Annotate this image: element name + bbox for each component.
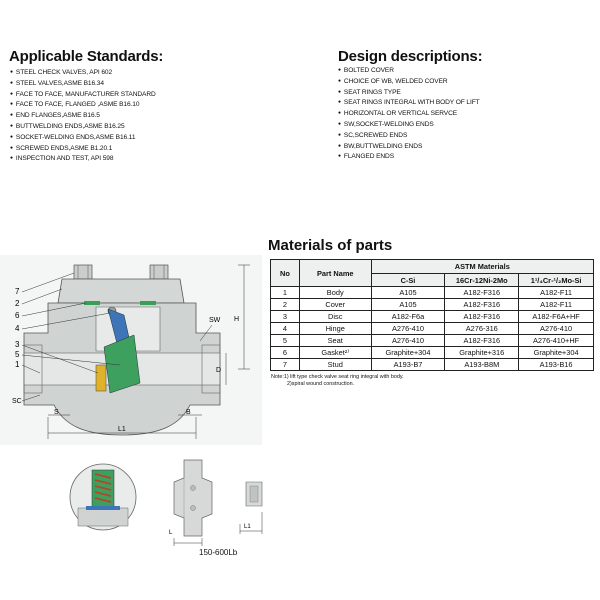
cell-no: 3 [271,311,300,323]
gasket-right [140,301,156,305]
list-item: ● STEEL VALVES,ASME B16.34 [10,79,156,90]
cell-c2: A182-F316 [445,287,519,299]
cell-c3: A182-F6A+HF [519,311,594,323]
list-item: ● SEAT RINGS INTEGRAL WITH BODY OF LIFT [338,98,480,109]
note-1: Note:1) lift type check valve seat ring integral with body. [271,374,404,380]
valve-cover [58,279,184,303]
cell-no: 1 [271,287,300,299]
table-row [271,311,594,323]
buttweld-profile-drawing [236,476,272,542]
cell-c1: A182-F6a [371,311,445,323]
stud-left [74,265,92,279]
table-row [271,323,594,335]
col-header-csi: C-Si [371,274,445,287]
list-item: ● STEEL CHECK VALVES, API 602 [10,68,156,79]
label-5: 5 [15,350,20,359]
cell-no: 4 [271,323,300,335]
cell-c3: A276-410 [519,323,594,335]
table-notes [271,374,404,387]
dim-s: S [54,409,59,416]
list-item: ● SW,SOCKET-WELDING ENDS [338,120,480,131]
standards-title: Applicable Standards: [9,48,164,65]
cell-c2: A193-B8M [445,359,519,371]
label-2: 2 [15,299,20,308]
cell-c1: A193-B7 [371,359,445,371]
valve-section-drawing [0,255,265,450]
size-caption: 150-600Lb [199,548,238,557]
note-2: 2)spiral wound construction. [287,380,355,387]
list-item: ● HORIZONTAL OR VERTICAL SERVCE [338,109,480,120]
list-item: ● BUTTWELDING ENDS,ASME B16.25 [10,122,156,133]
list-item: ● END FLANGES,ASME B16.5 [10,111,156,122]
list-item: ● SC,SCREWED ENDS [338,131,480,142]
cell-no: 5 [271,335,300,347]
list-item: ● SOCKET-WELDING ENDS,ASME B16.11 [10,133,156,144]
table-row [271,335,594,347]
cell-part: Cover [299,299,371,311]
dim-d: D [216,367,222,374]
col-header-no: No [271,260,300,287]
cell-no: 2 [271,299,300,311]
lift-detail-drawing [68,462,138,532]
standards-list [10,68,156,165]
gasket-left [84,301,100,305]
design-list [338,66,480,163]
cell-c1: A276-410 [371,323,445,335]
dim-l: L [169,530,173,536]
label-sw: SW [209,317,221,324]
cell-c2: A276-316 [445,323,519,335]
label-4: 4 [15,324,20,333]
materials-table [270,259,594,371]
col-header-part: Part Name [299,260,371,287]
list-item: ● SCREWED ENDS,ASME B1.20.1 [10,144,156,155]
label-1: 1 [15,360,20,369]
table-row [271,347,594,359]
dim-b: B [186,409,191,416]
label-6: 6 [15,311,20,320]
col-header-astm: ASTM Materials [371,260,593,274]
list-item: ● BOLTED COVER [338,66,480,77]
stud-right [150,265,168,279]
cell-c1: A105 [371,287,445,299]
list-item: ● FACE TO FACE, FLANGED ,ASME B16.10 [10,100,156,111]
cell-part: Gasket²⁾ [299,347,371,359]
seat-ring [96,365,106,391]
cell-c3: A193-B16 [519,359,594,371]
col-header-cr-mo: 1¹/₄Cr-¹/₂Mo-Si [519,274,594,287]
col-header-16cr: 16Cr-12Ni-2Mo [445,274,519,287]
flanged-profile-drawing [168,452,230,548]
lift-seat [86,506,120,510]
cell-no: 6 [271,347,300,359]
table-row [271,359,594,371]
cell-part: Stud [299,359,371,371]
cell-c3: Graphite+304 [519,347,594,359]
cell-c1: Graphite+304 [371,347,445,359]
cell-no: 7 [271,359,300,371]
cell-c1: A276-410 [371,335,445,347]
label-7: 7 [15,287,20,296]
cell-c2: Graphite+316 [445,347,519,359]
list-item: ● CHOICE OF WB, WELDED COVER [338,77,480,88]
cell-c2: A182-F316 [445,311,519,323]
list-item: ● SEAT RINGS TYPE [338,88,480,99]
dim-l1-small: L1 [244,524,251,530]
cell-part: Hinge [299,323,371,335]
materials-title: Materials of parts [268,237,393,254]
label-3: 3 [15,340,20,349]
cell-c3: A182-F11 [519,287,594,299]
cell-c3: A182-F11 [519,299,594,311]
list-item: ● BW,BUTTWELDING ENDS [338,142,480,153]
cell-c2: A182-F316 [445,335,519,347]
list-item: ● FACE TO FACE, MANUFACTURER STANDARD [10,90,156,101]
dim-l1: L1 [118,426,126,433]
dim-h: H [234,316,240,323]
table-row [271,299,594,311]
cell-part: Disc [299,311,371,323]
table-row [271,287,594,299]
cell-part: Seat [299,335,371,347]
cell-c2: A182-F316 [445,299,519,311]
cell-c1: A105 [371,299,445,311]
design-title: Design descriptions: [338,48,483,65]
list-item: ● FLANGED ENDS [338,152,480,163]
list-item: ● INSPECTION AND TEST, API 598 [10,154,156,165]
label-sc: SC [12,398,22,405]
cell-c3: A276-410+HF [519,335,594,347]
cell-part: Body [299,287,371,299]
